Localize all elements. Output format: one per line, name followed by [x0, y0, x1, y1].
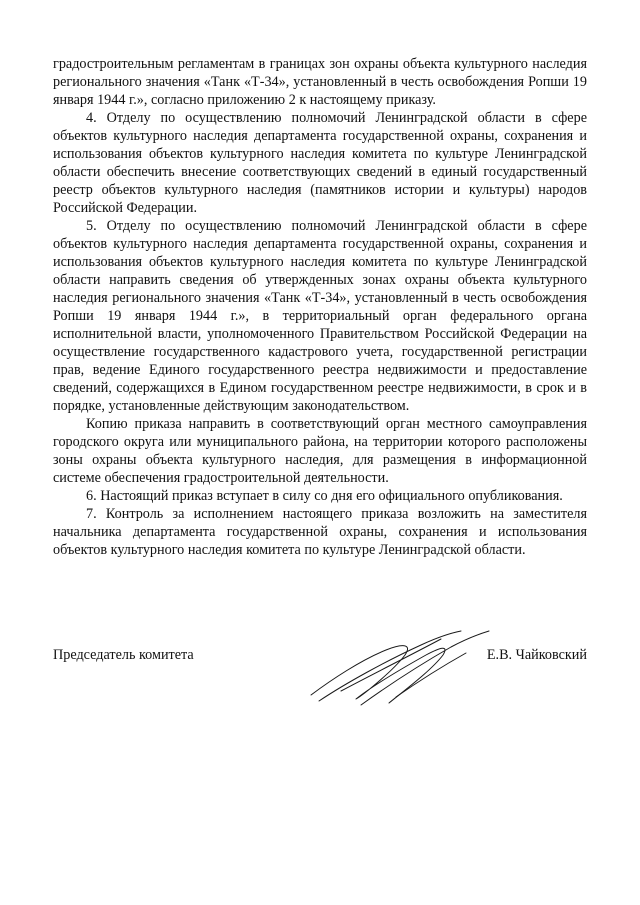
paragraph-copy-instruction: Копию приказа направить в соответствующий орган местного самоуправления городского округа или муниципального района, на территории которого расположены зоны охраны объекта культурного наследия, для размещения в информационной системе обеспечения градостроительной деятельности. — [53, 416, 587, 486]
document-body — [53, 55, 587, 559]
paragraph-item-6: 6. Настоящий приказ вступает в силу со дня его официального опубликования. — [86, 488, 563, 504]
signatory-title: Председатель комитета — [53, 647, 194, 663]
signature-block — [53, 625, 587, 715]
signatory-name: Е.В. Чайковский — [486, 647, 587, 663]
handwritten-signature — [301, 625, 501, 710]
paragraph-item-7: 7. Контроль за исполнением настоящего приказа возложить на заместителя начальника департамента государственной охраны, сохранения и использования объектов культурного наследия комитета по культуре Ленинградской области. — [53, 506, 587, 558]
paragraph-item-5: 5. Отделу по осуществлению полномочий Ленинградской области в сфере объектов культурного наследия департамента государственной охраны, сохранения и использования объектов культурного наследия комитета по культуре Ленинградской области направить сведения об утвержденных зонах охраны объекта культурного наследия регионального значения «Танк «Т-34», установленный в честь освобождения Ропши 19 января 1944 г.», в территориальный орган федерального органа исполнительной власти, уполномоченного Правительством Российской Федерации на осуществление государственного кадастрового учета, государственной регистрации прав, ведение Единого государственного реестра недвижимости и предоставление сведений, содержащихся в Едином государственном реестре недвижимости, в срок и в порядке, установленные действующим законодательством. — [53, 218, 587, 414]
paragraph-item-4: 4. Отделу по осуществлению полномочий Ленинградской области в сфере объектов культурного наследия департамента государственной охраны, сохранения и использования объектов культурного наследия комитета по культуре Ленинградской области обеспечить внесение соответствующих сведений в единый государственный реестр объектов культурного наследия (памятников истории и культуры) народов Российской Федерации. — [53, 110, 587, 216]
paragraph-continuation: градостроительным регламентам в границах зон охраны объекта культурного наследия регионального значения «Танк «Т-34», установленный в честь освобождения Ропши 19 января 1944 г.», согласно приложению 2 к настоящему приказу. — [53, 56, 587, 108]
